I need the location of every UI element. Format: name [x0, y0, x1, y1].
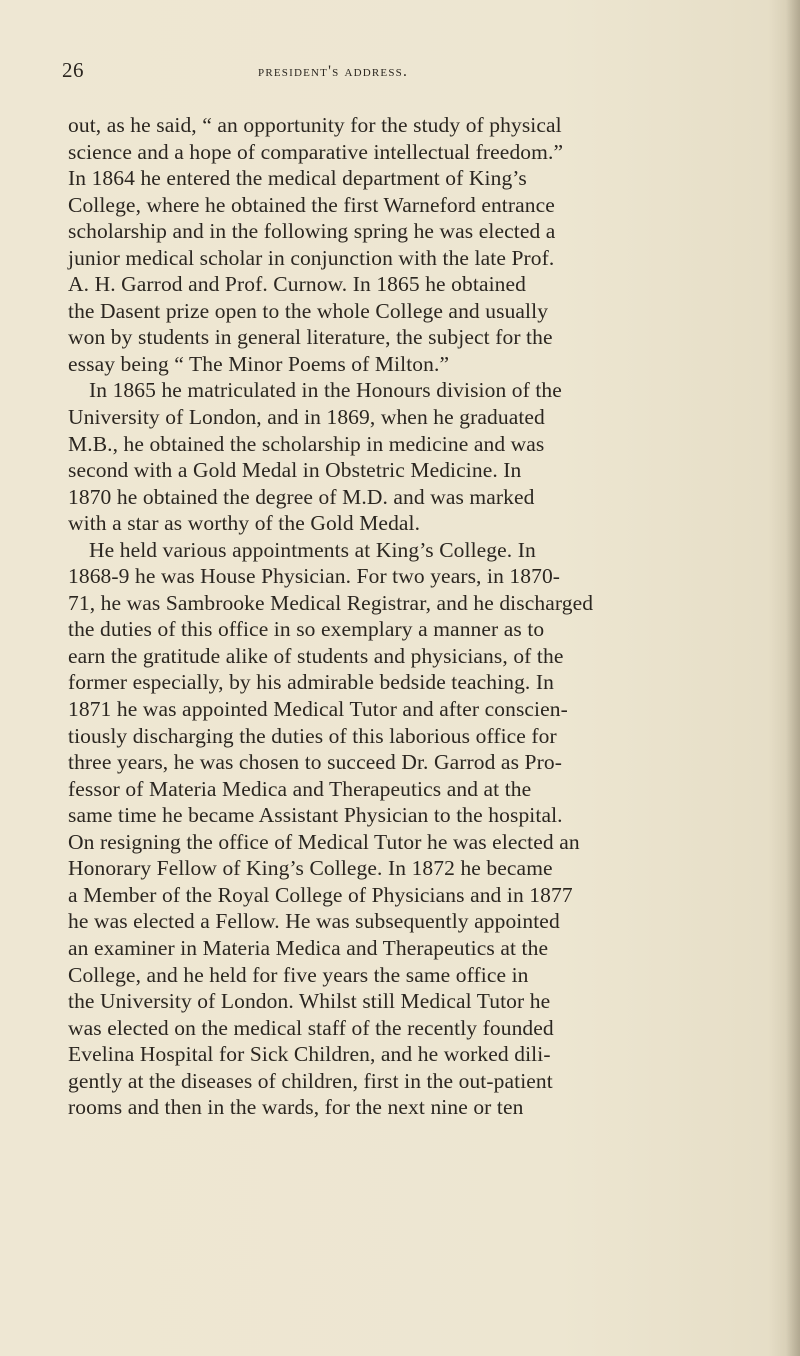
- text-line: junior medical scholar in conjunction with the late Prof.: [68, 245, 555, 270]
- text-line: University of London, and in 1869, when he graduated: [68, 405, 545, 430]
- text-line: In 1865 he matriculated in the Honours division of the: [89, 378, 562, 403]
- text-line: out, as he said, “ an opportunity for the study of physical: [68, 113, 562, 137]
- text-line: 71, he was Sambrooke Medical Registrar, and he discharged: [68, 590, 594, 615]
- text-line: In 1864 he entered the medical department of King’s: [68, 166, 527, 191]
- page-number: 26: [62, 58, 84, 82]
- text-line: A. H. Garrod and Prof. Curnow. In 1865 he obtained: [68, 272, 527, 297]
- text-line: the University of London. Whilst still Medical Tutor he: [68, 989, 551, 1014]
- text-line: scholarship and in the following spring he was elected a: [68, 219, 556, 244]
- text-line: three years, he was chosen to succeed Dr. Garrod as Pro-: [68, 750, 562, 775]
- text-line: fessor of Materia Medica and Therapeutics and at the: [68, 776, 532, 801]
- text-line: former especially, by his admirable bedside teaching. In: [68, 670, 554, 695]
- text-line: rooms and then in the wards, for the next nine or ten: [68, 1095, 524, 1120]
- text-line: science and a hope of comparative intellectual freedom.”: [68, 139, 564, 164]
- text-line: College, where he obtained the first Warneford entrance: [68, 192, 555, 217]
- text-line: was elected on the medical staff of the recently founded: [68, 1015, 554, 1040]
- running-head: president's address.: [258, 63, 409, 80]
- text-line: 1868-9 he was House Physician. For two years, in 1870-: [68, 564, 561, 589]
- text-line: 1871 he was appointed Medical Tutor and after conscien-: [68, 697, 568, 722]
- text-line: He held various appointments at King’s College. In: [89, 537, 536, 562]
- text-line: the duties of this office in so exemplary a manner as to: [68, 617, 545, 642]
- text-line: earn the gratitude alike of students and physicians, of the: [68, 643, 564, 668]
- text-line: Evelina Hospital for Sick Children, and he worked dili-: [68, 1042, 551, 1067]
- text-line: he was elected a Fellow. He was subsequently appointed: [68, 909, 560, 934]
- text-line: Honorary Fellow of King’s College. In 1872 he became: [68, 856, 553, 881]
- text-line: 1870 he obtained the degree of M.D. and was marked: [68, 484, 535, 509]
- text-line: On resigning the office of Medical Tutor he was elected an: [68, 829, 580, 854]
- text-line: College, and he held for five years the same office in: [68, 962, 529, 987]
- text-line: a Member of the Royal College of Physicians and in 1877: [68, 882, 573, 907]
- text-line: with a star as worthy of the Gold Medal.: [68, 511, 421, 536]
- text-line: M.B., he obtained the scholarship in medicine and was: [68, 431, 545, 456]
- text-line: essay being “ The Minor Poems of Milton.”: [68, 351, 450, 376]
- text-line: an examiner in Materia Medica and Therapeutics at the: [68, 935, 549, 960]
- body-text: [68, 112, 798, 1121]
- text-line: same time he became Assistant Physician to the hospital.: [68, 803, 563, 828]
- text-line: tiously discharging the duties of this laborious office for: [68, 723, 557, 748]
- text-line: second with a Gold Medal in Obstetric Medicine. In: [68, 458, 522, 483]
- text-line: gently at the diseases of children, first in the out-patient: [68, 1068, 553, 1093]
- text-line: the Dasent prize open to the whole College and usually: [68, 298, 549, 323]
- text-line: won by students in general literature, the subject for the: [68, 325, 553, 350]
